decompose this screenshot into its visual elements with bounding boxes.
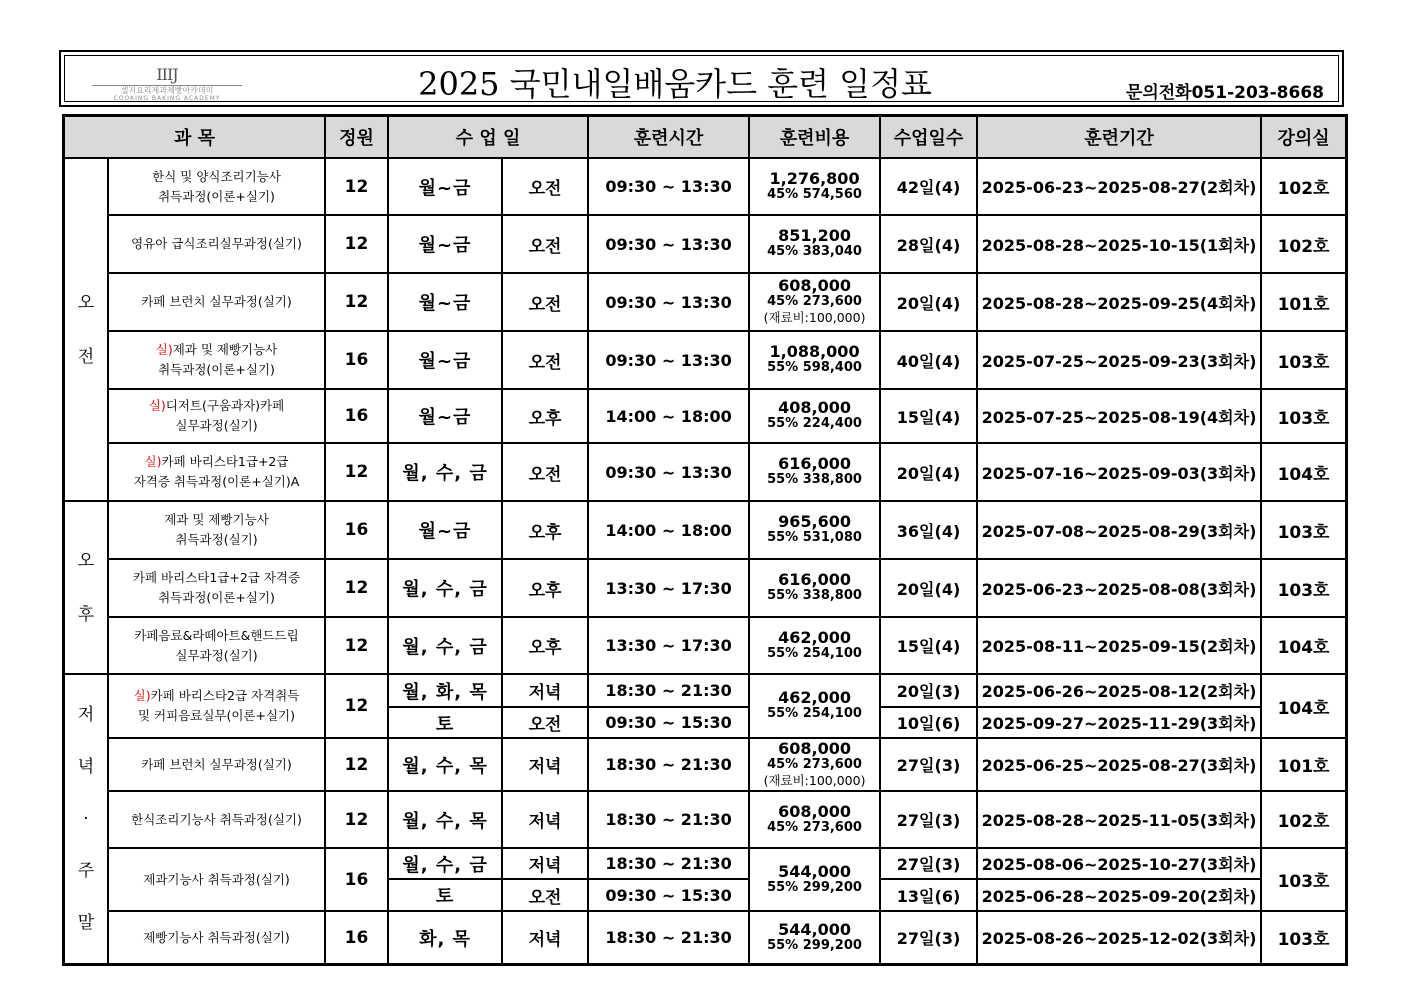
header-cost: 훈련비용	[749, 116, 880, 158]
training-time: 14:00 ~ 18:00	[588, 501, 749, 559]
section-char: 전	[77, 346, 95, 367]
days-count: 10일(6)	[880, 707, 977, 738]
cost-self-pay: 55% 299,200	[767, 879, 862, 895]
course-line	[109, 530, 324, 550]
class-session: 오전	[502, 273, 588, 331]
cost-self-pay: 55% 254,100	[767, 645, 862, 661]
table-row	[64, 738, 1346, 791]
class-session: 오후	[502, 389, 588, 443]
course-name	[108, 273, 325, 331]
training-period: 2025-06-23~2025-08-27(2회차)	[977, 158, 1261, 215]
cost-total: 851,200	[778, 226, 851, 245]
capacity: 16	[325, 331, 388, 389]
classroom: 103호	[1261, 911, 1346, 964]
cost-total: 616,000	[778, 454, 851, 473]
training-cost	[749, 215, 880, 273]
class-session: 오후	[502, 617, 588, 674]
section-label-afternoon	[64, 501, 108, 674]
class-days: 화, 목	[388, 911, 502, 964]
course-line	[109, 928, 324, 948]
days-count: 40일(4)	[880, 331, 977, 389]
class-session: 저녁	[502, 674, 588, 707]
training-period: 2025-07-25~2025-09-23(3회차)	[977, 331, 1261, 389]
training-cost	[749, 273, 880, 331]
practical-prefix: 실)	[155, 342, 173, 357]
course-line	[109, 416, 324, 436]
course-line-text: 카페음료&라떼아트&핸드드립	[134, 627, 299, 643]
table-row	[64, 559, 1346, 617]
section-char: 저	[77, 705, 95, 725]
course-name	[108, 158, 325, 215]
course-line-text: 카페 바리스타2급 자격취득	[150, 688, 300, 703]
course-line-text: 제과 및 제빵기능사	[164, 512, 269, 527]
course-line	[109, 234, 324, 254]
days-count: 20일(4)	[880, 559, 977, 617]
logo-mark: IIIJ	[156, 65, 178, 84]
course-name	[108, 331, 325, 389]
course-line-text: 실무과정(실기)	[175, 418, 258, 433]
course-line-text: 제과기능사 취득과정(실기)	[143, 871, 290, 887]
training-period: 2025-07-25~2025-08-19(4회차)	[977, 389, 1261, 443]
cost-total: 462,000	[778, 627, 851, 647]
capacity: 16	[325, 848, 388, 911]
classroom: 104호	[1261, 443, 1346, 501]
course-line	[109, 755, 324, 775]
class-days: 월~금	[388, 158, 502, 215]
class-days: 월~금	[388, 331, 502, 389]
capacity: 12	[325, 791, 388, 848]
days-count: 15일(4)	[880, 617, 977, 674]
course-line-text: 실무과정(실기)	[175, 647, 258, 663]
course-line	[109, 510, 324, 530]
logo-name: 셀지요리제과제빵아카데미	[120, 86, 214, 95]
course-name	[108, 215, 325, 273]
section-char: 말	[77, 913, 95, 933]
course-name	[108, 911, 325, 964]
course-name	[108, 848, 325, 911]
header-class-days: 수 업 일	[388, 116, 588, 158]
training-time: 18:30 ~ 21:30	[588, 738, 749, 791]
course-line-text: 한식 및 양식조리기능사	[152, 168, 281, 184]
class-days: 월, 화, 목	[388, 674, 502, 707]
training-cost	[749, 501, 880, 559]
section-char: ·	[83, 809, 89, 829]
course-name	[108, 674, 325, 738]
course-line	[109, 626, 324, 646]
class-session: 저녁	[502, 738, 588, 791]
course-line-text: 영유아 급식조리실무과정(실기)	[131, 236, 302, 251]
cost-total: 616,000	[778, 570, 851, 589]
training-time: 09:30 ~ 13:30	[588, 443, 749, 501]
header-room: 강의실	[1261, 116, 1346, 158]
cost-self-pay: 55% 598,400	[767, 360, 862, 375]
practical-prefix: 실)	[133, 688, 151, 703]
class-days: 월~금	[388, 215, 502, 273]
course-line-text: 취득과정(실기)	[175, 532, 258, 547]
course-line-text: 디저트(구움과자)카페	[165, 398, 285, 413]
training-time: 09:30 ~ 15:30	[588, 879, 749, 911]
class-days: 월, 수, 금	[388, 559, 502, 617]
class-session: 오후	[502, 501, 588, 559]
table-row	[64, 674, 1346, 707]
class-session: 오전	[502, 879, 588, 911]
classroom: 102호	[1261, 215, 1346, 273]
course-name	[108, 501, 325, 559]
course-line-text: 취득과정(이론+실기)	[158, 362, 275, 377]
training-cost	[749, 848, 880, 911]
page-title: 2025 국민내일배움카드 훈련 일정표	[418, 65, 932, 103]
cost-total: 462,000	[778, 688, 851, 707]
training-period: 2025-07-08~2025-08-29(3회차)	[977, 501, 1261, 559]
contact-phone: 문의전화051-203-8668	[1125, 83, 1324, 103]
course-line-text: 카페 바리스타1급+2급 자격증	[132, 570, 301, 585]
training-period: 2025-08-28~2025-10-15(1회차)	[977, 215, 1261, 273]
table-row	[64, 617, 1346, 674]
cost-self-pay: 45% 273,600	[767, 756, 862, 772]
training-time: 09:30 ~ 15:30	[588, 707, 749, 738]
table-row	[64, 911, 1346, 964]
cost-self-pay: 55% 531,080	[767, 530, 862, 545]
training-period: 2025-09-27~2025-11-29(3회차)	[977, 707, 1261, 738]
training-cost	[749, 331, 880, 389]
class-days: 월~금	[388, 501, 502, 559]
days-count: 27일(3)	[880, 791, 977, 848]
cost-total: 544,000	[778, 861, 851, 881]
classroom: 103호	[1261, 389, 1346, 443]
capacity: 12	[325, 273, 388, 331]
cost-total: 1,276,800	[769, 168, 860, 188]
course-name	[108, 389, 325, 443]
classroom: 101호	[1261, 273, 1346, 331]
table-row	[64, 273, 1346, 331]
training-cost	[749, 158, 880, 215]
capacity: 12	[325, 738, 388, 791]
title-banner-inner	[64, 55, 1339, 102]
class-session: 오후	[502, 559, 588, 617]
course-line-text: 취득과정(이론+실기)	[158, 188, 275, 204]
capacity: 12	[325, 158, 388, 215]
table-row	[64, 848, 1346, 879]
course-line	[109, 472, 324, 492]
capacity: 16	[325, 911, 388, 964]
training-period: 2025-06-28~2025-09-20(2회차)	[977, 879, 1261, 911]
cost-total: 408,000	[778, 398, 851, 417]
course-line-text: 제빵기능사 취득과정(실기)	[143, 929, 290, 945]
practical-prefix: 실)	[148, 398, 166, 413]
course-line	[109, 360, 324, 380]
class-session: 오전	[502, 158, 588, 215]
course-line	[109, 646, 324, 666]
table-row	[64, 389, 1346, 443]
training-cost	[749, 559, 880, 617]
capacity: 12	[325, 674, 388, 738]
capacity: 12	[325, 559, 388, 617]
table-row	[64, 501, 1346, 559]
training-period: 2025-08-26~2025-12-02(3회차)	[977, 911, 1261, 964]
course-line-text: 카페 브런치 실무과정(실기)	[141, 294, 292, 309]
classroom: 103호	[1261, 331, 1346, 389]
class-days: 토	[388, 707, 502, 738]
course-line-text: 자격증 취득과정(이론+실기)A	[133, 474, 300, 489]
training-time: 09:30 ~ 13:30	[588, 273, 749, 331]
classroom: 103호	[1261, 848, 1346, 911]
course-line-text: 카페 브런치 실무과정(실기)	[141, 756, 292, 772]
cost-self-pay: 45% 273,600	[767, 819, 862, 835]
course-name	[108, 791, 325, 848]
classroom: 102호	[1261, 158, 1346, 215]
class-days: 토	[388, 879, 502, 911]
table-row	[64, 215, 1346, 273]
classroom: 103호	[1261, 559, 1346, 617]
training-cost	[749, 443, 880, 501]
cost-total: 608,000	[778, 276, 851, 295]
course-line	[109, 396, 324, 416]
training-time: 18:30 ~ 21:30	[588, 848, 749, 879]
course-line-text: 한식조리기능사 취득과정(실기)	[131, 811, 302, 827]
training-period: 2025-08-28~2025-09-25(4회차)	[977, 273, 1261, 331]
schedule-table	[62, 114, 1348, 966]
cost-self-pay: 45% 273,600	[767, 294, 862, 309]
training-cost	[749, 674, 880, 738]
cost-self-pay: 55% 299,200	[767, 937, 862, 953]
cost-self-pay: 55% 338,800	[767, 588, 862, 603]
cost-material-note: (재료비:100,000)	[763, 772, 866, 788]
days-count: 20일(3)	[880, 674, 977, 707]
training-time: 09:30 ~ 13:30	[588, 331, 749, 389]
days-count: 27일(3)	[880, 848, 977, 879]
class-days: 월, 수, 금	[388, 848, 502, 879]
header-period: 훈련기간	[977, 116, 1261, 158]
course-line	[109, 292, 324, 312]
course-line	[109, 568, 324, 588]
days-count: 42일(4)	[880, 158, 977, 215]
practical-prefix: 실)	[144, 454, 162, 469]
course-name	[108, 559, 325, 617]
course-line	[109, 810, 324, 830]
class-days: 월~금	[388, 389, 502, 443]
course-name	[108, 738, 325, 791]
schedule-body	[64, 158, 1346, 964]
course-line	[109, 870, 324, 890]
cost-self-pay: 55% 254,100	[767, 706, 862, 721]
class-session: 저녁	[502, 911, 588, 964]
classroom: 103호	[1261, 501, 1346, 559]
class-session: 저녁	[502, 791, 588, 848]
training-period: 2025-06-23~2025-08-08(3회차)	[977, 559, 1261, 617]
days-count: 13일(6)	[880, 879, 977, 911]
training-time: 13:30 ~ 17:30	[588, 617, 749, 674]
class-session: 오전	[502, 443, 588, 501]
classroom: 102호	[1261, 791, 1346, 848]
academy-logo	[87, 66, 247, 102]
training-cost	[749, 389, 880, 443]
training-period: 2025-08-11~2025-09-15(2회차)	[977, 617, 1261, 674]
cost-total: 1,088,000	[769, 342, 860, 361]
cost-self-pay: 45% 383,040	[767, 244, 862, 259]
capacity: 16	[325, 389, 388, 443]
training-time: 13:30 ~ 17:30	[588, 559, 749, 617]
class-days: 월~금	[388, 273, 502, 331]
course-line	[109, 187, 324, 207]
course-line	[109, 588, 324, 608]
course-name	[108, 443, 325, 501]
course-line	[109, 340, 324, 360]
days-count: 36일(4)	[880, 501, 977, 559]
course-line	[109, 706, 324, 726]
days-count: 15일(4)	[880, 389, 977, 443]
classroom: 101호	[1261, 738, 1346, 791]
days-count: 28일(4)	[880, 215, 977, 273]
days-count: 20일(4)	[880, 273, 977, 331]
table-row	[64, 791, 1346, 848]
table-row	[64, 158, 1346, 215]
section-char: 오	[77, 292, 95, 313]
section-char: 녁	[77, 757, 95, 777]
training-time: 18:30 ~ 21:30	[588, 674, 749, 707]
header-row	[64, 116, 1346, 158]
class-session: 오전	[502, 331, 588, 389]
cost-total: 544,000	[778, 919, 851, 939]
training-cost	[749, 911, 880, 964]
training-period: 2025-07-16~2025-09-03(3회차)	[977, 443, 1261, 501]
section-label-morning	[64, 158, 108, 501]
training-time: 14:00 ~ 18:00	[588, 389, 749, 443]
capacity: 12	[325, 443, 388, 501]
logo-subtitle: COOKING BAKING ACADEMY	[113, 95, 221, 102]
class-session: 오전	[502, 215, 588, 273]
cost-total: 965,600	[778, 512, 851, 531]
course-name	[108, 617, 325, 674]
table-row	[64, 443, 1346, 501]
header-time: 훈련시간	[588, 116, 749, 158]
section-char: 후	[77, 604, 95, 625]
course-line	[109, 452, 324, 472]
section-label-evening	[64, 674, 108, 964]
class-days: 월, 수, 목	[388, 738, 502, 791]
cost-self-pay: 45% 574,560	[767, 186, 862, 202]
capacity: 12	[325, 617, 388, 674]
training-time: 18:30 ~ 21:30	[588, 791, 749, 848]
days-count: 20일(4)	[880, 443, 977, 501]
training-time: 09:30 ~ 13:30	[588, 215, 749, 273]
class-days: 월, 수, 금	[388, 443, 502, 501]
training-period: 2025-06-26~2025-08-12(2회차)	[977, 674, 1261, 707]
class-days: 월, 수, 금	[388, 617, 502, 674]
training-cost	[749, 791, 880, 848]
section-char: 주	[77, 861, 95, 881]
class-session: 오전	[502, 707, 588, 738]
capacity: 16	[325, 501, 388, 559]
classroom: 104호	[1261, 674, 1346, 738]
cost-self-pay: 55% 338,800	[767, 472, 862, 487]
classroom: 104호	[1261, 617, 1346, 674]
course-line	[109, 686, 324, 706]
days-count: 27일(3)	[880, 738, 977, 791]
course-line-text: 카페 바리스타1급+2급	[161, 454, 289, 469]
cost-total: 608,000	[778, 801, 851, 821]
header-capacity: 정원	[325, 116, 388, 158]
course-line	[109, 167, 324, 187]
training-cost	[749, 738, 880, 791]
course-line-text: 제과 및 제빵기능사	[172, 342, 278, 357]
table-row	[64, 331, 1346, 389]
cost-total: 608,000	[778, 738, 851, 758]
training-time: 09:30 ~ 13:30	[588, 158, 749, 215]
cost-material-note: (재료비:100,000)	[763, 310, 866, 325]
header-course: 과 목	[64, 116, 325, 158]
days-count: 27일(3)	[880, 911, 977, 964]
course-line-text: 취득과정(이론+실기)	[158, 590, 275, 605]
training-cost	[749, 617, 880, 674]
training-period: 2025-08-28~2025-11-05(3회차)	[977, 791, 1261, 848]
class-session: 저녁	[502, 848, 588, 879]
section-char: 오	[77, 550, 95, 571]
title-banner	[59, 50, 1344, 107]
capacity: 12	[325, 215, 388, 273]
class-days: 월, 수, 목	[388, 791, 502, 848]
training-period: 2025-06-25~2025-08-27(3회차)	[977, 738, 1261, 791]
training-time: 18:30 ~ 21:30	[588, 911, 749, 964]
cost-self-pay: 55% 224,400	[767, 416, 862, 431]
course-line-text: 및 커피음료실무(이론+실기)	[137, 708, 296, 723]
header-days-count: 수업일수	[880, 116, 977, 158]
training-period: 2025-08-06~2025-10-27(3회차)	[977, 848, 1261, 879]
